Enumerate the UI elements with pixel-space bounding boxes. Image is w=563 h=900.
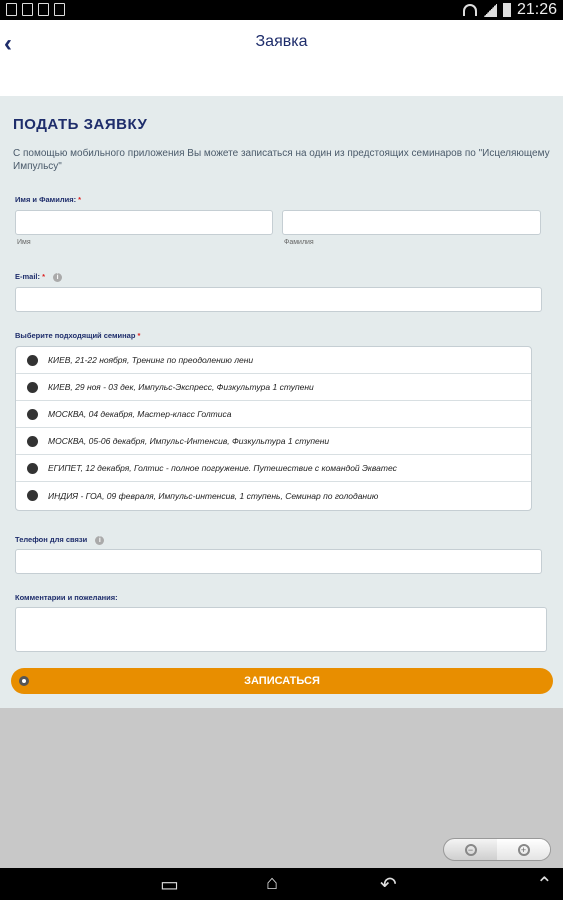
zoom-in-icon: + <box>518 844 530 856</box>
first-name-sublabel: Имя <box>17 239 31 246</box>
notification-icons <box>6 3 65 16</box>
zoom-out-button[interactable] <box>444 839 497 860</box>
zoom-in-button[interactable] <box>497 839 550 860</box>
email-input[interactable] <box>15 287 542 312</box>
form-intro: С помощью мобильного приложения Вы можете записаться на один из предстоящих семинаров по "Исцеляющему Импульсу" <box>13 148 550 172</box>
radio-icon <box>27 436 38 447</box>
zoom-control <box>443 838 551 861</box>
comment-label: Комментарии и пожелания: <box>15 593 118 602</box>
chevron-up-icon[interactable]: ⌃ <box>536 874 553 896</box>
seminar-option[interactable]: КИЕВ, 29 ноя - 03 дек, Импульс-Экспресс, Физкультура 1 ступени <box>16 374 531 401</box>
first-name-input[interactable] <box>15 210 273 235</box>
last-name-input[interactable] <box>282 210 541 235</box>
radio-icon <box>27 382 38 393</box>
submit-button[interactable]: ЗАПИСАТЬСЯ <box>11 668 553 694</box>
seminar-label: Выберите подходящий семинар * <box>15 331 141 340</box>
wifi-icon <box>463 4 477 16</box>
recent-apps-icon[interactable]: ▭ <box>160 874 179 896</box>
email-label: E-mail: * i <box>15 272 62 282</box>
battery-icon <box>503 3 511 17</box>
application-form <box>0 96 563 708</box>
seminar-option[interactable]: МОСКВА, 04 декабря, Мастер-класс Голтиса <box>16 401 531 428</box>
last-name-sublabel: Фамилия <box>284 239 314 246</box>
home-icon[interactable]: ⌂ <box>266 872 279 894</box>
back-icon[interactable]: ↶ <box>380 874 397 896</box>
radio-icon <box>27 490 38 501</box>
seminar-option[interactable]: МОСКВА, 05-06 декабря, Импульс-Интенсив, Физкультура 1 ступени <box>16 428 531 455</box>
seminar-list <box>15 346 532 511</box>
phone-input[interactable] <box>15 549 542 574</box>
radio-icon <box>27 409 38 420</box>
required-mark: * <box>42 272 46 281</box>
usb-icon <box>54 3 65 16</box>
required-mark: * <box>137 331 141 340</box>
info-icon[interactable]: i <box>53 273 62 282</box>
info-icon[interactable]: i <box>95 536 104 545</box>
image-icon <box>22 3 33 16</box>
status-bar <box>0 0 563 20</box>
required-mark: * <box>78 195 82 204</box>
clock: 21:26 <box>516 1 557 18</box>
seminar-option[interactable]: ИНДИЯ - ГОА, 09 февраля, Импульс-интенсив, 1 ступень, Семинар по голоданию <box>16 482 531 509</box>
mail-icon <box>38 3 49 16</box>
radio-icon <box>27 463 38 474</box>
system-nav-bar <box>0 868 563 900</box>
seminar-option[interactable]: ЕГИПЕТ, 12 декабря, Голтис - полное погружение. Путешествие с командой Экватес <box>16 455 531 482</box>
zoom-out-icon: − <box>465 844 477 856</box>
form-heading: ПОДАТЬ ЗАЯВКУ <box>13 116 148 133</box>
comment-textarea[interactable] <box>15 607 547 652</box>
phone-label: Телефон для связи i <box>15 535 104 545</box>
document-icon <box>6 3 17 16</box>
radio-icon <box>27 355 38 366</box>
seminar-option[interactable]: КИЕВ, 21-22 ноября, Тренинг по преодолению лени <box>16 347 531 374</box>
app-header <box>0 20 563 96</box>
signal-icon <box>483 4 497 17</box>
chevron-left-icon[interactable]: ‹ <box>4 30 12 57</box>
page-title: Заявка <box>255 33 308 50</box>
name-label: Имя и Фамилия: * <box>15 195 82 204</box>
